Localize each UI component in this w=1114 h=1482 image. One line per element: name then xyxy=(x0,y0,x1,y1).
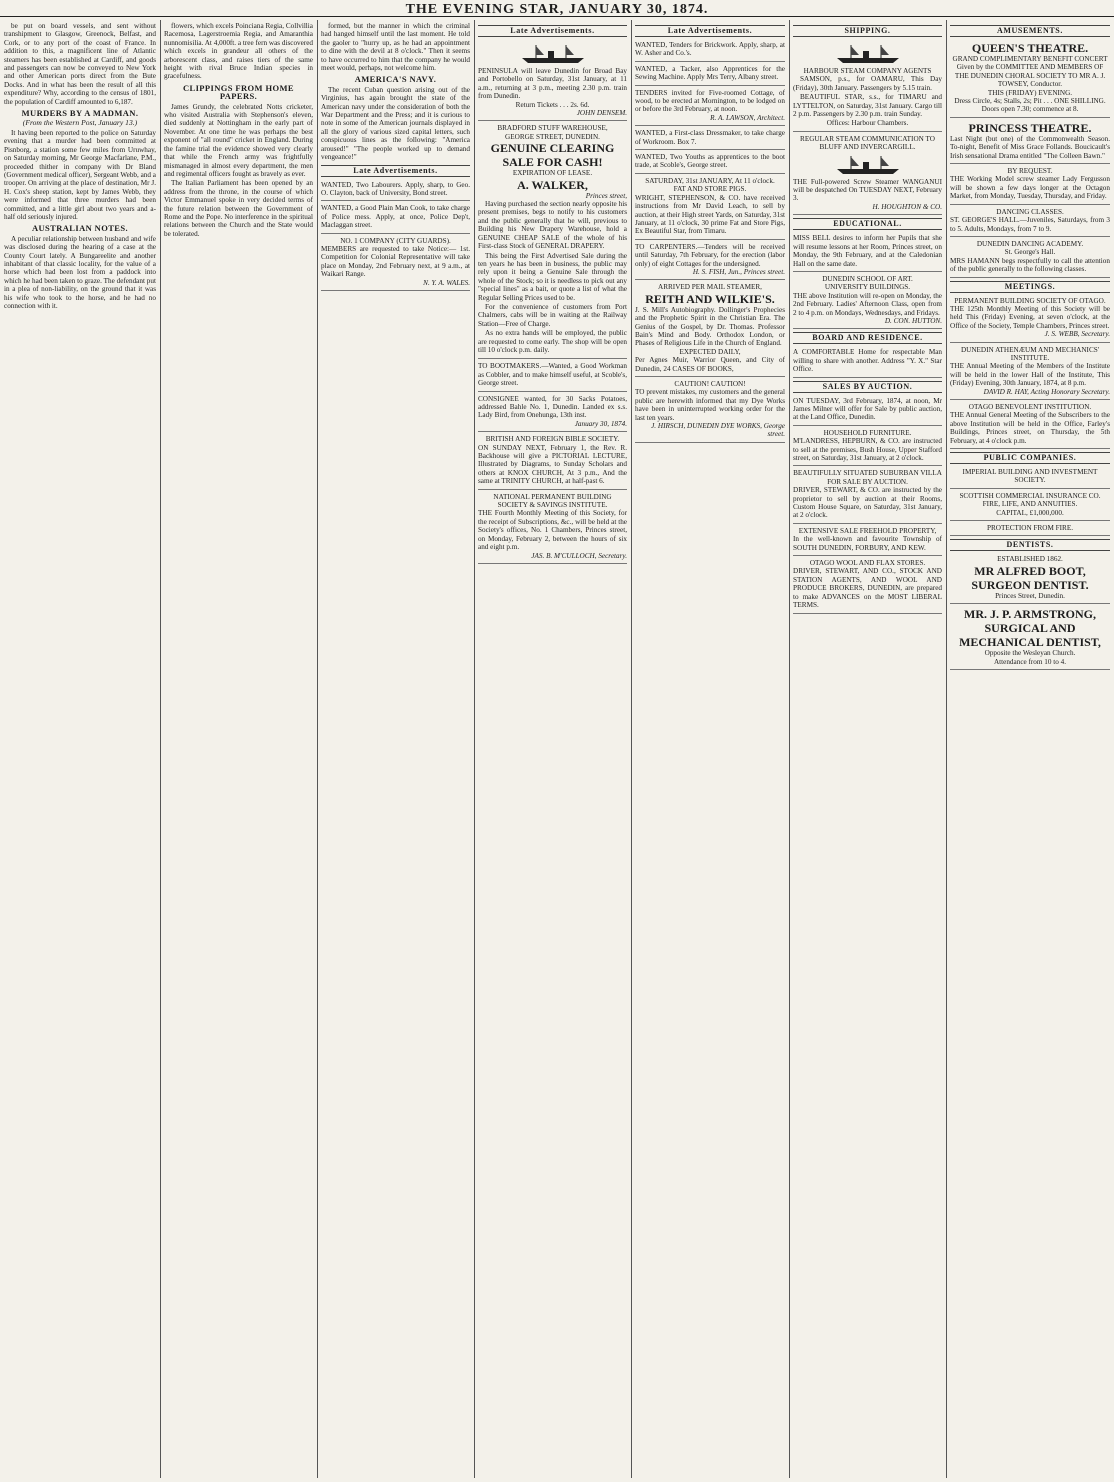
ad-text: ST. GEORGE'S HALL.—Juveniles, Saturdays, from 3 to 5. Adults, Mondays, from 7 to 9. xyxy=(950,216,1110,233)
classified-ad xyxy=(950,554,1110,604)
article-text: The recent Cuban question arising out of the Virginius, has again brought the state of the American navy under the consideration of both the War Department and the Press; and it is curious to note in some of the American journals displayed in all the glory of various sized capital letters, such conspicuous lines as the following: "America aroused!" "The people worked up to demand vengeance!" xyxy=(321,85,470,162)
classified-ad xyxy=(635,242,785,281)
ad-subtitle: UNIVERSITY BUILDINGS. xyxy=(824,283,911,292)
ad-subtitle: EXPECTED DAILY, xyxy=(679,347,741,356)
ad-signature: DAVID R. HAY, Acting Honorary Secretary. xyxy=(983,387,1110,396)
ad-text: THE Annual General Meeting of the Subscribers to the above Institution will be held in the Office, Farley's Buildings, Princes street, on Thursday, the 5th February, at 4 o'clock p.m. xyxy=(950,411,1110,445)
ad-title: OTAGO WOOL AND FLAX STORES. xyxy=(809,559,926,568)
ad-title: DUNEDIN ATHENÆUM AND MECHANICS' INSTITUTE. xyxy=(960,345,1100,362)
ad-subtitle: THIS (FRIDAY) EVENING. xyxy=(987,88,1073,97)
ad-text: Dress Circle, 4s; Stalls, 2s; Pit . . . ONE SHILLING. xyxy=(954,97,1106,106)
classified-ad xyxy=(950,345,1110,400)
column-4 xyxy=(478,22,627,1477)
ad-address: Princes Street, Dunedin. xyxy=(995,591,1065,600)
ad-title: HOUSEHOLD FURNITURE. xyxy=(823,428,912,437)
classified-ad xyxy=(793,40,942,132)
ad-text: GRAND COMPLIMENTARY BENEFIT CONCERT Given by the COMMITTEE AND MEMBERS OF THE DUNEDIN CHORAL SOCIETY TO MR A. J. TOWSEY, Conductor. xyxy=(952,55,1108,89)
ad-signature: J. S. WEBB, Secretary. xyxy=(1044,330,1110,339)
ad-signature: H. HOUGHTON & CO. xyxy=(872,202,942,211)
ad-text: Attendance from 10 to 4. xyxy=(993,657,1067,666)
classified-ad xyxy=(635,128,785,150)
classified-ad xyxy=(321,236,470,291)
classified-ad xyxy=(793,428,942,467)
classified-ad xyxy=(950,207,1110,237)
article-source: (From the Western Post, January 13.) xyxy=(22,118,138,128)
ad-title: DANCING CLASSES. xyxy=(996,207,1064,216)
masthead xyxy=(0,0,1114,17)
ad-text: Per Agnes Muir, Warrior Queen, and City of Dunedin, 24 CASES OF BOOKS, xyxy=(635,356,785,373)
ad-text: BEAUTIFUL STAR, s.s., for TIMARU and LYTTELTON, on Saturday, 31st January. Cargo till 2 p.m. Passengers by 2.30 p.m. train Sunday. xyxy=(793,93,942,119)
classified-ad xyxy=(793,134,942,215)
classified-ad xyxy=(793,274,942,329)
classified-ad xyxy=(793,347,942,377)
section-header: Late Advertisements. xyxy=(478,25,627,37)
ad-text: SAMSON, p.s., for OAMARU, This Day (Friday), 30th January. Passengers by 5.15 train. xyxy=(793,75,942,92)
ad-text: WANTED, a Tacker, also Apprentices for the Sewing Machine. Apply Mrs Terry, Albany street. xyxy=(635,64,785,82)
ad-text: Last Night (but one) of the Commonwealth Season. To-night, Benefit of Miss Grace Follands. Boucicault's Irish sensational Drama entitled "The Colleen Bawn." xyxy=(950,134,1110,160)
ad-text: ON TUESDAY, 3rd February, 1874, at noon, Mr James Milner will offer for Sale by public auction, at the Land Office, Dunedin. xyxy=(793,396,942,422)
column-rule xyxy=(474,20,475,1478)
classified-ad xyxy=(635,152,785,174)
ad-headline: QUEEN'S THEATRE. xyxy=(971,41,1089,55)
ad-text: THE Fourth Monthly Meeting of this Society, for the receipt of Subscriptions, &c., will be held at the Society's offices, No. 1 Chambers, Princes street, on Monday, February 2, between the hours of six and eight p.m. xyxy=(478,509,627,552)
ad-text: TO CARPENTERS.—Tenders will be received until Saturday, 7th February, for the erection (labor only) of eight Cottages for the undersigned. xyxy=(635,242,785,268)
classified-ad xyxy=(635,40,785,62)
section-header: BOARD AND RESIDENCE. xyxy=(793,332,942,344)
ad-subtitle: FIRE, LIFE, AND ANNUITIES. xyxy=(982,500,1078,509)
ad-text: M'LANDRESS, HEPBURN, & CO. are instructed to sell at the premises, Bush House, Upper Stafford street, on Saturday, 31st January, at 2 o'clock. xyxy=(793,437,942,462)
steamship-icon xyxy=(833,154,903,176)
ad-headline: MR. J. P. ARMSTRONG, SURGICAL AND MECHANICAL DENTIST, xyxy=(959,607,1101,650)
ad-text: MEMBERS are requested to take Notice:— 1st. Competition for Colonial Representative will take place on Monday, 2nd February next, at 9 a.m., at Waikari Range. xyxy=(321,244,470,279)
ad-title: SCOTTISH COMMERCIAL INSURANCE CO. xyxy=(959,491,1101,500)
ad-text: WANTED, Two Youths as apprentices to the boot trade, at Scoble's, George street. xyxy=(635,153,785,170)
ad-text: TO prevent mistakes, my customers and the general public are herewith informed that my Dye Works have been in uninterrupted working order for the last ten years. xyxy=(635,388,785,422)
classified-ad xyxy=(478,394,627,433)
display-ad-reith xyxy=(635,282,785,377)
article-text: formed, but the manner in which the criminal had hanged himself until the last moment. He told the gaoler to "hurry up, as he had an appointment to dine with the devil at 8 o'clock." Then it seems to have occurred to him that the company he would meet would, perhaps, not welcome him. xyxy=(321,22,470,73)
ad-text: THE 125th Monthly Meeting of this Society will be held This (Friday) Evening, at seven o'clock, at the Office of the Society, Temple Chambers, Princes street. xyxy=(950,304,1110,330)
ad-title: OTAGO BENEVOLENT INSTITUTION. xyxy=(968,403,1092,411)
ad-title: BY REQUEST. xyxy=(1007,167,1053,176)
classified-ad xyxy=(478,434,627,489)
column-1 xyxy=(4,22,156,1477)
ad-signature: D. CON. HUTTON. xyxy=(884,316,942,325)
ad-subtitle: Offices: Harbour Chambers. xyxy=(826,119,909,128)
classified-ad xyxy=(950,606,1110,670)
article-heading: AMERICA'S NAVY. xyxy=(354,74,437,85)
ad-text: CAPITAL, £1,000,000. xyxy=(996,508,1064,517)
ad-signature: JOHN DENSEM. xyxy=(576,109,627,118)
article-text: James Grundy, the celebrated Notts cricketer, who visited Australia with Stephenson's eleven, died suddenly at Nottingham in the early part of November. At one time he was perhaps the best exponent of "all round" cricket in England. During the famine trial the evidence showed very clearly that while the French army was frightfully mismanaged in almost every department, the men and regimental officers fought as bravely as ever. xyxy=(164,102,313,178)
ad-title: BRITISH AND FOREIGN BIBLE SOCIETY. xyxy=(485,435,620,444)
section-header: EDUCATIONAL. xyxy=(793,218,942,230)
ad-signature: R. A. LAWSON, Architect. xyxy=(710,113,785,122)
ad-text: J. S. Mill's Autobiography. Dollinger's Prophecies and the Prophetic Spirit in the Christian Era. The Genius of the Gospel, by Dr. Thomas. Professor Bain's Mind and Body. Orthodox London, or Phases of Religious Life in the Church of England. xyxy=(635,305,785,348)
ad-signature: JAS. B. M'CULLOCH, Secretary. xyxy=(531,551,627,560)
column-6 xyxy=(793,22,942,1477)
ad-text: TO BOOTMAKERS.—Wanted, a Good Workman as Cobbler, and to make himself useful, at Scoble's, George street. xyxy=(478,362,627,388)
ad-subtitle: FAT AND STORE PIGS. xyxy=(673,185,747,194)
classified-ad xyxy=(793,233,942,272)
ad-text: DRIVER, STEWART, AND CO., STOCK AND STATION AGENTS, AND WOOL AND PRODUCE BROKERS, DUNEDIN, are prepared to make ADVANCES on the MOST LIBERAL TERMS. xyxy=(793,567,942,610)
ad-text: CONSIGNEE wanted, for 30 Sacks Potatoes, addressed Bahle No. 1, Dunedin. Landed ex s.s. Lady Bird, from Onehunga, 13th inst. xyxy=(478,394,627,420)
ad-text: For the convenience of customers from Port Chalmers, cabs will be in waiting at the Railway Station—Free of Charge. xyxy=(478,302,627,328)
ad-text: ON SUNDAY NEXT, February 1, the Rev. R. Backhouse will give a PICTORIAL LECTURE, Illustrated by Diagrams, to Sunday Scholars and others at KNOX CHURCH, At 3 p.m., And the same at TRINITY CHURCH, at half-past 6. xyxy=(478,443,627,486)
ad-headline: MR ALFRED BOOT, SURGEON DENTIST. xyxy=(971,563,1089,592)
column-rule xyxy=(160,20,161,1478)
section-header: SHIPPING. xyxy=(793,25,942,37)
ad-title: PERMANENT BUILDING SOCIETY OF OTAGO. xyxy=(954,296,1106,305)
article-heading: MURDERS BY A MADMAN. xyxy=(21,108,139,119)
ad-text: WANTED, a First-class Dressmaker, to take charge of Workroom. Box 7. xyxy=(635,129,785,146)
ad-subtitle: ARRIVED PER MAIL STEAMER, xyxy=(658,283,762,292)
section-header: PUBLIC COMPANIES. xyxy=(950,452,1110,464)
ad-subtitle: ESTABLISHED 1862. xyxy=(997,555,1063,564)
ad-title: SATURDAY, 31st JANUARY, At 11 o'clock. xyxy=(645,176,775,185)
article-text: It having been reported to the police on Saturday evening that a murder had been committed at Pisnborg, a station some few miles from Uruwhay, on Saturday morning, Mr George Macfarlane, P.M., proceeded thither in company with Dr Bland (Government medical officer), Sergeant Webb, and a trooper. On arriving at the place of destination, Mr J. H. Cox's sheep station, kept by James Webb, they were informed that three murders had been committed, and a little girl about two years and a-half old seriously injured. xyxy=(4,128,156,221)
ad-title: DUNEDIN SCHOOL OF ART. xyxy=(822,274,913,283)
ad-text: THE Working Model screw steamer Lady Fergusson will be shown a few days longer at the Octagon Market, from Monday, Tuesday, Thursday, and Friday. xyxy=(950,175,1110,201)
column-rule xyxy=(317,20,318,1478)
ad-text: Having purchased the section nearly opposite his present premises, begs to notify to his customers and the public generally that he will, previous to Building his New Drapery Warehouse, hold a GENUINE CHEAP SALE of the whole of his First-class Stock of GENERAL DRAPERY. xyxy=(478,200,627,251)
section-header: Late Advertisements. xyxy=(321,165,470,177)
article-text: be put on board vessels, and sent without transhipment to Glasgow, Greenock, Belfast, and Cork, or to any port of the coast of France. In addition to this, a magnificent line of Atlantic steamers has been established at Cardiff, and goods and passengers can now be conveyed to New York and other American ports direct from the Bute Docks. And in what has been the result of all this expenditure? Why, according to the census of 1801, the population of Cardiff amounted to 6,187. xyxy=(4,22,156,106)
ad-title: IMPERIAL BUILDING AND INVESTMENT SOCIETY. xyxy=(962,468,1098,485)
classified-ad xyxy=(478,492,627,564)
ad-text: A COMFORTABLE Home for respectable Man willing to share with another. Address "Y. X." Star Office. xyxy=(793,348,942,374)
column-5 xyxy=(635,22,785,1477)
ad-title: CAUTION! CAUTION! xyxy=(674,380,746,388)
classified-ad xyxy=(793,526,942,556)
classified-ad xyxy=(950,120,1110,164)
ad-subtitle: St. George's Hall. xyxy=(1004,248,1056,257)
ad-text: Doors open 7.30; commence at 8. xyxy=(981,105,1079,114)
display-ad-walker xyxy=(478,123,627,359)
ad-title: DUNEDIN DANCING ACADEMY. xyxy=(976,239,1084,248)
classified-ad xyxy=(635,379,785,443)
ad-text: WANTED, Two Labourers. Apply, sharp, to Geo. O. Clayton, back of University, Bond street. xyxy=(321,180,470,197)
article-heading: AUSTRALIAN NOTES. xyxy=(31,223,129,234)
article-heading: CLIPPINGS FROM HOME PAPERS. xyxy=(182,82,294,102)
steamship-icon xyxy=(518,43,588,65)
ad-title: NO. 1 COMPANY (CITY GUARDS). xyxy=(340,236,451,245)
column-2 xyxy=(164,22,313,1477)
ad-headline: PRINCESS THEATRE. xyxy=(968,120,1092,135)
ad-text: TENDERS invited for Five-roomed Cottage, of wood, to be erected at Mornington, to be lodged on or before the 3rd February, at noon. xyxy=(635,88,785,114)
classified-ad xyxy=(321,203,470,233)
ad-title: HARBOUR STEAM COMPANY AGENTS xyxy=(803,67,932,75)
section-header: DENTISTS. xyxy=(950,539,1110,551)
ad-text: MRS HAMANN begs respectfully to call the attention of the public generally to the following classes. xyxy=(950,256,1110,274)
column-rule xyxy=(631,20,632,1478)
ad-title: PROTECTION FROM FIRE. xyxy=(986,524,1074,533)
classified-ad xyxy=(793,468,942,523)
classified-ad xyxy=(635,64,785,86)
classified-ad xyxy=(950,239,1110,278)
classified-ad xyxy=(950,40,1110,118)
article-text: A peculiar relationship between husband and wife was disclosed during the hearing of a case at the County Court lately. A Bungareelite and another inhabitant of that classic locality, for the value of a horse which had been lost from a paddock into which he had been taken to graze. The defendant put in a plea of non-liability, on the ground that it was his wife who took to the horse, and he had no connection with it. xyxy=(4,234,156,310)
ad-title: REGULAR STEAM COMMUNICATION TO BLUFF AND INVERCARGILL. xyxy=(800,134,935,152)
ad-subtitle: GEORGE STREET, DUNEDIN. xyxy=(505,132,600,141)
classified-ad xyxy=(478,40,627,121)
ad-signature: J. HIRSCH, DUNEDIN DYE WORKS, George street. xyxy=(651,422,785,439)
classified-ad xyxy=(793,396,942,426)
classified-ad xyxy=(950,296,1110,343)
section-header: AMUSEMENTS. xyxy=(950,25,1110,37)
classified-ad xyxy=(321,180,470,202)
classified-ad xyxy=(793,558,942,613)
column-7 xyxy=(950,22,1110,1477)
ad-text: THE Annual Meeting of the Members of the Institute will be held in the lower Hall of the Institute, This (Friday) Evening, 30th January, 1874, at 8 p.m. xyxy=(950,362,1110,388)
section-header: Late Advertisements. xyxy=(635,25,785,37)
classified-ad xyxy=(635,88,785,127)
ad-address: Princes street, xyxy=(585,191,627,200)
classified-ad xyxy=(478,361,627,391)
ad-signature: N. Y. A. WALES. xyxy=(423,278,470,287)
classified-ad xyxy=(950,402,1110,449)
ad-headline: GENUINE CLEARING SALE FOR CASH! xyxy=(490,141,615,170)
ad-text: THE above Institution will re-open on Monday, the 2nd February. Ladies' Afternoon Class, open from 2 to 4 p.m. on Mondays, Wednesdays, and Fridays. xyxy=(793,291,942,317)
ad-title: NATIONAL PERMANENT BUILDING SOCIETY & SAVINGS INSTITUTE. xyxy=(493,492,612,510)
classified-ad xyxy=(635,176,785,240)
ad-title: BEAUTIFULLY SITUATED SUBURBAN VILLA FOR SALE BY AUCTION. xyxy=(793,469,942,486)
ad-text: PENINSULA will leave Dunedin for Broad Bay and Portobello on Saturday, 31st January, at 11 a.m., returning at 3 p.m., meeting 2.30 p.m. train from Dunedin. xyxy=(478,67,627,101)
column-rule xyxy=(946,20,947,1478)
ad-address: Opposite the Wesleyan Church. xyxy=(984,649,1076,658)
classified-ad xyxy=(950,166,1110,205)
steamship-icon xyxy=(833,43,903,65)
ad-text: This being the First Advertised Sale during the ten years he has been in business, the public may rely upon it being a Genuine Sale through the whole of the Stock; so it is needless to pick out any "special lines" as a bait, or quote a list of what the Regular Selling Prices used to be. xyxy=(478,251,627,302)
classified-ad xyxy=(950,523,1110,536)
section-header: SALES BY AUCTION. xyxy=(793,381,942,393)
ad-text: THE Full-powered Screw Steamer WANGANUI will be despatched On TUESDAY NEXT, February 3. xyxy=(793,177,942,203)
classified-ad xyxy=(950,491,1110,521)
article-text: The Italian Parliament has been opened by an address from the throne, in the course of which Victor Emmanuel spoke in very decided terms of the future relation between the Government of Rome and the Pope. No interference in the spiritual relations between the Church and the State would be tolerated. xyxy=(164,179,313,238)
ad-fare: Return Tickets . . . 2s. 6d. xyxy=(515,100,590,109)
article-text: flowers, which excels Poinciana Regia, Collvillia Racemosa, Lagerstroemia Regia, and Amaranthia nunnomisilia. At 4,000ft. a tree fern was discovered which excels in grandeur all others of the arborescent class, and raises tiers of the same height with rival Bruce Indian species in gracefulness. xyxy=(164,22,313,81)
ad-headline: A. WALKER, xyxy=(517,177,588,192)
ad-subtitle: BRADFORD STUFF WAREHOUSE, xyxy=(497,124,608,133)
ad-text: WANTED, a Good Plain Man Cook, to take charge of Police mess. Apply, at once, Police Dep't, Maclaggan street. xyxy=(321,204,470,230)
column-3 xyxy=(321,22,470,1477)
section-header: MEETINGS. xyxy=(950,281,1110,293)
ad-text: WANTED, Tenders for Brickwork. Apply, sharp, at W. Asher and Co.'s. xyxy=(635,41,785,58)
column-rule xyxy=(789,20,790,1478)
ad-text: As no extra hands will be employed, the public are requested to come early. The shop will be open till 10 o'clock p.m. daily. xyxy=(478,329,627,354)
ad-subtitle: EXPIRATION OF LEASE. xyxy=(512,169,593,178)
ad-title: EXTENSIVE SALE FREEHOLD PROPERTY, xyxy=(798,526,937,535)
ad-text: DRIVER, STEWART, & CO. are instructed by the proprietor to sell by auction at their Rooms, Custom House Square, on Saturday, 31st January, at 2 o'clock. xyxy=(793,486,942,520)
ad-signature: H. S. FISH, Jun., Princes street. xyxy=(692,267,785,276)
classified-ad xyxy=(950,467,1110,489)
ad-text: MISS BELL desires to inform her Pupils that she will resume lessons at her Room, Princes street, on Monday, the 9th February, and at the Caledonian Hall on the same date. xyxy=(793,234,942,268)
ad-text: WRIGHT, STEPHENSON, & CO. have received instructions from Mr David Leach, to sell by auction, at their High street Yards, on Saturday, 31st January, at 11 o'clock, 30 prime Fat and Store Pigs, Ex Beautiful Star, from Timaru. xyxy=(635,193,785,236)
ad-text: In the well-known and favourite Township of SOUTH DUNEDIN, FORBURY, AND KEW. xyxy=(793,535,942,552)
ad-headline: REITH AND WILKIE'S. xyxy=(645,291,775,306)
ad-date: January 30, 1874. xyxy=(574,419,627,428)
masthead-title: THE EVENING STAR, JANUARY 30, 1874. xyxy=(405,2,709,17)
